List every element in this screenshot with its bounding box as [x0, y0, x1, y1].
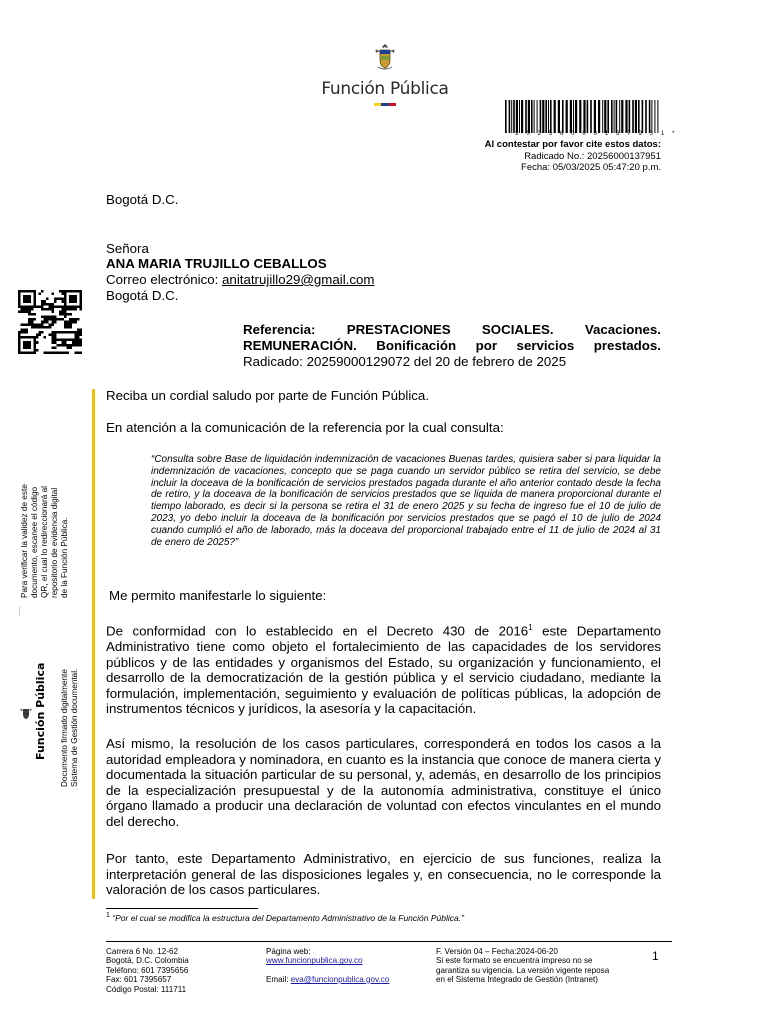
rail-divider: [19, 606, 20, 616]
footer-contact: [266, 947, 389, 984]
footnote-divider: [106, 908, 258, 909]
verify-line: de la Función Pública.: [60, 517, 69, 598]
footnote-ref: 1: [528, 623, 533, 632]
footer-address: [106, 947, 189, 994]
address-line: Código Postal: 111711: [106, 984, 187, 994]
signed-line: Sistema de Gestión documental.: [70, 668, 79, 787]
quoted-query: “Consulta sobre Base de liquidación indemnización de vacaciones Buenas tardes, quisiera saber si para liquidar la indemnización de vacaciones, concepto que se paga cuando un servidor público se retira del servicio, se debe incluir la doceava de la bonificación de servicios prestados pagada durante el año anterior contado desde la fecha de retiro, y la doceava de la bonificación de servicios prestados que se liquida de manera proporcional durante el tiempo laborado, es decir si la persona se retira el 31 de enero 2025 y su fecha de ingreso fue el 10 de julio de 2023, yo debo incluir la doceava de la bonificación por servicios prestados que se pagó el 10 de julio de 2024 cuando cumplió el año de laborado, más la doceava del proporcional trabajado entre el 11 de julio de 2024 al 31 de enero de 2025?”: [151, 454, 661, 548]
page-number: 1: [652, 949, 659, 963]
recipient-email-link[interactable]: anitatrujillo29@gmail.com: [222, 272, 375, 287]
reference-line-1: Referencia: PRESTACIONES SOCIALES. Vacaciones.: [243, 322, 661, 337]
verify-line: Para verificar la validez de este: [20, 484, 29, 598]
coat-of-arms-icon: [373, 42, 397, 72]
radicado-date: Fecha: 05/03/2025 05:47:20 p.m.: [521, 162, 661, 173]
footer-divider: [106, 941, 672, 942]
citation-block: [485, 139, 661, 174]
coat-of-arms-icon: [20, 706, 32, 720]
radicado-number: Radicado No.: 20256000137951: [524, 150, 661, 162]
version-line: F. Versión 04 – Fecha:2024-06-20: [436, 947, 558, 956]
city-line: Bogotá D.C.: [106, 192, 179, 207]
reference-radicado: Radicado: 20259000129072 del 20 de febrero de 2025: [243, 354, 567, 369]
manifest-line: Me permito manifestarle lo siguiente:: [109, 588, 327, 603]
footnote: [106, 912, 464, 923]
footnote-text: “Por el cual se modifica la estructura del Departamento Administrativo de la Función Pública.”: [112, 912, 464, 923]
qr-code-icon[interactable]: [18, 290, 82, 354]
version-notice: [436, 956, 609, 984]
email-label: Correo electrónico:: [106, 272, 223, 287]
salutation: Señora: [106, 241, 149, 256]
footer-version: [436, 947, 609, 985]
verify-line: documento, escanee el código: [30, 486, 39, 598]
institution-logo: [310, 42, 460, 106]
address-line: Fax: 601 7395657: [106, 975, 172, 985]
barcode-number: * 2 0 2 5 6 0 0 0 1 3 7 9 5 1 *: [505, 131, 678, 137]
reference-line-2: REMUNERACIÓN. Bonificación por servicios prestados.: [243, 338, 661, 353]
address-line: Bogotá, D.C. Colombia: [106, 956, 189, 966]
greeting: Reciba un cordial saludo por parte de Función Pública.: [106, 388, 430, 403]
web-label: Página web:: [266, 947, 311, 956]
footnote-mark: 1: [106, 912, 110, 919]
signed-line: Documento firmado digitalmente: [60, 669, 69, 787]
website-link[interactable]: www.funcionpublica.gov.co: [266, 956, 363, 966]
address-line: Carrera 6 No. 12-62: [106, 947, 178, 956]
paragraph-authority: Así mismo, la resolución de los casos particulares, corresponderá en todos los casos a la autoridad empleadora y nominadora, en cuanto es la instancia que conoce de manera cierta y documentada la situación particular de su personal, y, además, en desarrollo de los principios de la especialización presupuestal y de la autonomía administrativa, constituye el único órgano llamado a producir una declaración de voluntad con efectos vinculantes en el mundo del derecho.: [106, 736, 661, 829]
verify-line: repositorio de evidencia digital: [50, 487, 59, 598]
brand-name: Función Pública: [321, 79, 449, 99]
footer-email-link[interactable]: eva@funcionpublica.gov.co: [290, 974, 390, 984]
cite-heading: Al contestar por favor cite estos datos:: [484, 139, 661, 150]
notice-line: garantiza su vigencia. La versión vigente reposa: [436, 965, 610, 975]
paragraph-decree: De conformidad con lo establecido en el Decreto 430 de 2016$^1$ este Departamento Administrativo tiene como objeto el fortalecimiento de las capacidades de los servidores públicos y de las entidades y organismos del Estado, su organización y funcionamiento, el desarrollo de la democratización de la gestión pública y el servicio ciudadano, mediante la formulación, implementación, seguimiento y evaluación de políticas públicas, la adopción de instrumentos técnicos y jurídicos, la asesoría y la capacitación.: [106, 623, 661, 717]
verify-line: QR, el cual lo redireccionará al: [40, 486, 49, 598]
recipient-email-line: [106, 272, 661, 288]
flag-bar: [374, 103, 396, 106]
barcode: [505, 100, 660, 133]
rail-brand-name: Función Pública: [34, 662, 47, 760]
footer-email-label: Email:: [266, 974, 291, 984]
accent-bar: [92, 389, 95, 899]
paragraph-interpretation: Por tanto, este Departamento Administrativo, en ejercicio de sus funciones, realiza la interpretación general de las disposiciones legales y, en consecuencia, no le corresponde la valoración de los casos particulares.: [106, 851, 661, 898]
recipient-name: ANA MARIA TRUJILLO CEBALLOS: [106, 256, 327, 271]
address-line: Teléfono: 601 7395656: [106, 965, 189, 975]
recipient-city: Bogotá D.C.: [106, 288, 179, 303]
notice-line: en el Sistema Integrado de Gestión (Intranet): [436, 975, 598, 985]
notice-line: Si este formato se encuentra impreso no se: [436, 956, 593, 966]
intro: En atención a la comunicación de la referencia por la cual consulta:: [106, 420, 504, 435]
